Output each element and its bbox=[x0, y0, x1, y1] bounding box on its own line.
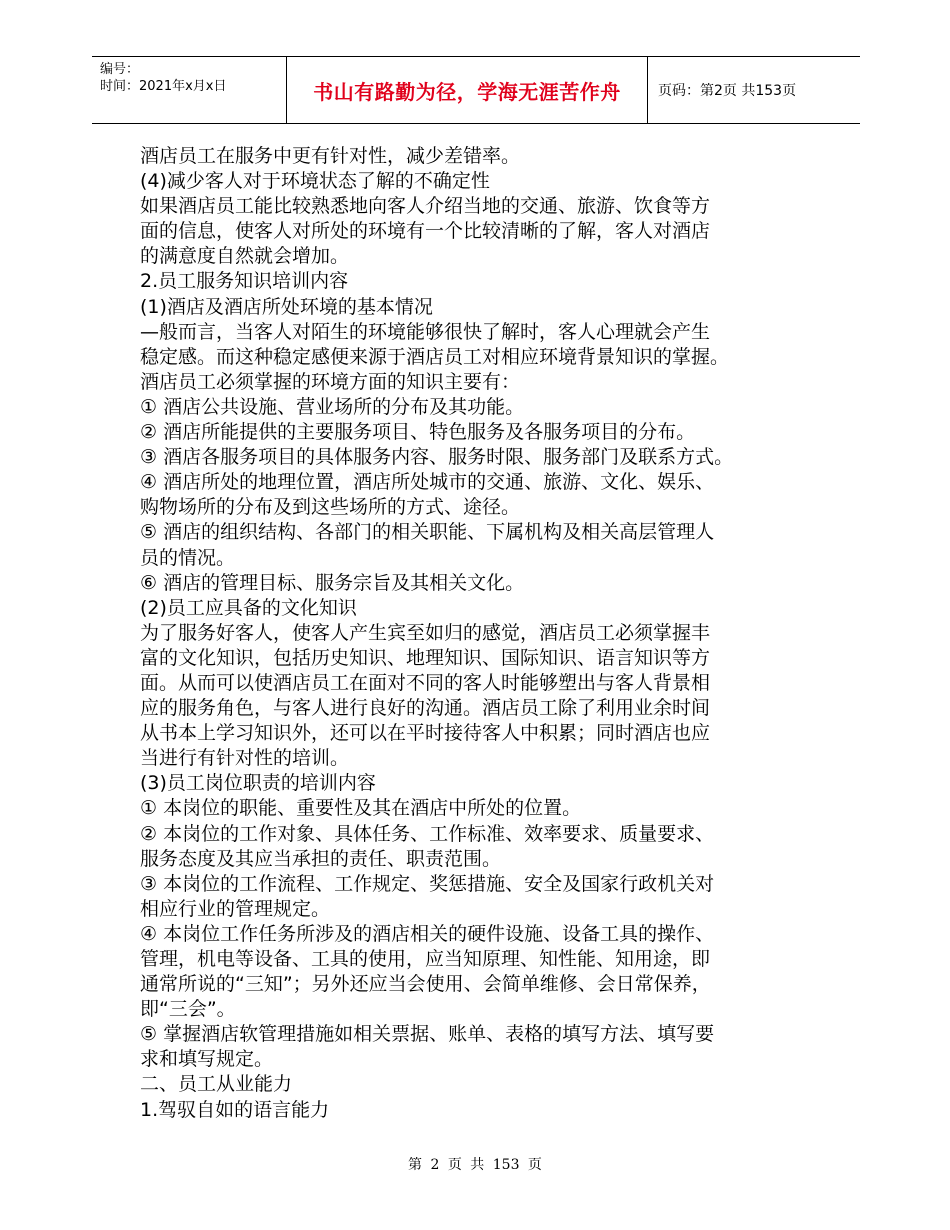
text-line: ⑥ 酒店的管理目标、服务宗旨及其相关文化。 bbox=[140, 571, 525, 594]
header-page-info: 页码：第2页 共153页 bbox=[658, 83, 797, 99]
text-line: —般而言，当客人对陌生的环境能够很快了解时，客人心理就会产生 bbox=[140, 320, 711, 343]
text-line: ⑤ 掌握酒店软管理措施如相关票据、账单、表格的填写方法、填写要 bbox=[140, 1023, 715, 1046]
text-line: 酒店员工在服务中更有针对性，减少差错率。 bbox=[140, 145, 521, 167]
header-motto: 书山有路勤为径，学海无涯苦作舟 bbox=[286, 57, 648, 123]
text-line: ① 本岗位的职能、重要性及其在酒店中所处的位置。 bbox=[140, 797, 582, 820]
text-line: 即“三会”。 bbox=[140, 998, 236, 1021]
text-line: (3)员工岗位职责的培训内容 bbox=[140, 772, 376, 795]
text-line: ③ 酒店各服务项目的具体服务内容、服务时限、服务部门及联系方式。 bbox=[140, 446, 734, 469]
text-line: 管理，机电等设备、工具的使用，应当知原理、知性能、知用途，即 bbox=[140, 948, 711, 970]
header-meta bbox=[92, 57, 286, 123]
page-header bbox=[92, 56, 860, 124]
text-line: 面。从而可以使酒店员工在面对不同的客人时能够塑出与客人背景相 bbox=[140, 671, 711, 694]
text-line: 2.员工服务知识培训内容 bbox=[140, 270, 349, 293]
text-line: 购物场所的分布及到这些场所的方式、途径。 bbox=[140, 496, 521, 519]
text-line: 员的情况。 bbox=[140, 546, 236, 569]
text-line: 应的服务角色，与客人进行良好的沟通。酒店员工除了利用业余时间 bbox=[140, 697, 711, 720]
text-line: 酒店员工必须掌握的环境方面的知识主要有： bbox=[140, 370, 521, 393]
text-line: ⑤ 酒店的组织结构、各部门的相关职能、下属机构及相关高层管理人 bbox=[140, 521, 715, 544]
document-body bbox=[140, 144, 820, 1123]
text-line: 的满意度自然就会增加。 bbox=[140, 245, 350, 268]
text-line: (1)酒店及酒店所处环境的基本情况 bbox=[140, 295, 433, 318]
text-line: 富的文化知识，包括历史知识、地理知识、国际知识、语言知识等方 bbox=[140, 646, 711, 669]
time-label: 时间：2021年x月x日 bbox=[100, 79, 227, 94]
text-line: ③ 本岗位的工作流程、工作规定、奖惩措施、安全及国家行政机关对 bbox=[140, 872, 715, 895]
text-line: (4)减少客人对于环境状态了解的不确定性 bbox=[140, 170, 490, 193]
text-line: 为了服务好客人，使客人产生宾至如归的感觉，酒店员工必须掌握丰 bbox=[140, 621, 711, 644]
text-line: 服务态度及其应当承担的责任、职责范围。 bbox=[140, 847, 502, 870]
text-line: 通常所说的“三知”；另外还应当会使用、会简单维修、会日常保养， bbox=[140, 973, 711, 996]
serial-label: 编号： bbox=[100, 62, 140, 77]
text-line: 稳定感。而这种稳定感便来源于酒店员工对相应环境背景知识的掌握。 bbox=[140, 345, 730, 368]
text-line: 求和填写规定。 bbox=[140, 1048, 274, 1071]
page-footer: 第 2 页 共 153 页 bbox=[408, 1157, 542, 1173]
text-line: ② 本岗位的工作对象、具体任务、工作标准、效率要求、质量要求、 bbox=[140, 822, 715, 845]
text-line: 1.驾驭自如的语言能力 bbox=[140, 1098, 330, 1121]
text-line: 二、员工从业能力 bbox=[140, 1073, 293, 1096]
text-line: ② 酒店所能提供的主要服务项目、特色服务及各服务项目的分布。 bbox=[140, 421, 696, 444]
text-line: ① 酒店公共设施、营业场所的分布及其功能。 bbox=[140, 395, 525, 418]
text-line: 面的信息，使客人对所处的环境有一个比较清晰的了解，客人对酒店 bbox=[140, 220, 711, 243]
text-line: 从书本上学习知识外，还可以在平时接待客人中积累；同时酒店也应 bbox=[140, 722, 711, 745]
text-line: 当进行有针对性的培训。 bbox=[140, 747, 350, 770]
text-line: ④ 酒店所处的地理位置，酒店所处城市的交通、旅游、文化、娱乐、 bbox=[140, 471, 715, 494]
text-line: ④ 本岗位工作任务所涉及的酒店相关的硬件设施、设备工具的操作、 bbox=[140, 922, 715, 945]
text-line: (2)员工应具备的文化知识 bbox=[140, 596, 357, 619]
text-line: 如果酒店员工能比较熟悉地向客人介绍当地的交通、旅游、饮食等方 bbox=[140, 195, 711, 218]
text-line: 相应行业的管理规定。 bbox=[140, 897, 331, 920]
